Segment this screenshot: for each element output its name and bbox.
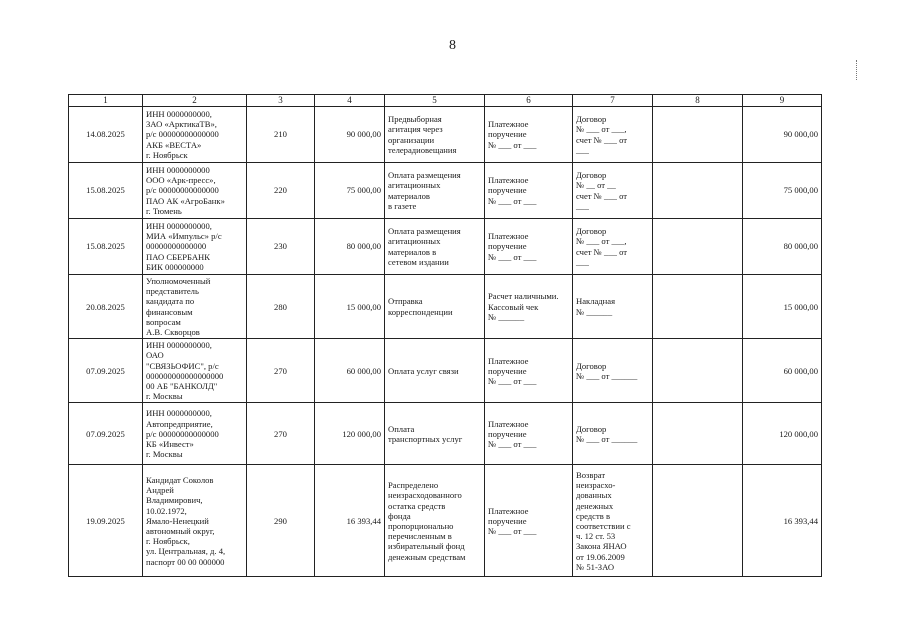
payee-line: ул. Центральная, д. 4, — [146, 546, 226, 557]
basis-document-cell — [573, 339, 653, 403]
payment-document-cell — [485, 219, 573, 275]
purpose-line: материалов — [388, 190, 430, 201]
total-cell: 15 000,00 — [743, 275, 822, 339]
purpose-line: в газете — [388, 200, 417, 211]
total-cell: 16 393,44 — [743, 465, 822, 577]
basis-document-line: Закона ЯНАО — [576, 541, 627, 552]
payment-document-line: поручение — [488, 129, 527, 140]
date-cell: 14.08.2025 — [69, 107, 143, 163]
amount-cell: 120 000,00 — [315, 403, 385, 465]
payee-cell — [143, 107, 247, 163]
payee-line: ИНН 0000000000, — [146, 340, 212, 351]
basis-document-line: денежных — [576, 500, 614, 511]
purpose-line: Оплата размещения — [388, 226, 461, 237]
purpose-line: избирательный фонд — [388, 541, 465, 552]
column8-cell — [653, 465, 743, 577]
column8-cell — [653, 339, 743, 403]
payee-line: г. Москвы — [146, 449, 183, 460]
payee-line: 000000000000000000 — [146, 370, 224, 381]
purpose-line: Оплата размещения — [388, 170, 461, 181]
payee-line: МИА «Импульс» р/с — [146, 231, 222, 242]
payee-line: г. Тюмень — [146, 205, 182, 216]
payment-document-line: поручение — [488, 428, 527, 439]
payment-document-line: Платежное — [488, 418, 529, 429]
column8-cell — [653, 219, 743, 275]
basis-document-line: Договор — [576, 423, 607, 434]
table-row — [69, 403, 822, 465]
basis-document-line: № ______ — [576, 306, 613, 317]
basis-document-line: № __ от __ — [576, 180, 616, 191]
date-cell: 15.08.2025 — [69, 163, 143, 219]
date-cell: 15.08.2025 — [69, 219, 143, 275]
payee-line: ИНН 0000000000 — [146, 164, 210, 175]
amount-cell: 75 000,00 — [315, 163, 385, 219]
code-cell: 230 — [247, 219, 315, 275]
payee-line: 00000000000000 — [146, 241, 207, 252]
basis-document-line: счет № ___ от — [576, 246, 628, 257]
payment-document-line: № ___ от ___ — [488, 195, 537, 206]
payee-line: р/с 00000000000000 — [146, 428, 219, 439]
basis-document-line: Договор — [576, 360, 607, 371]
basis-document-line: Накладная — [576, 296, 616, 307]
payee-line: КБ «Инвест» — [146, 439, 194, 450]
basis-document-line: неизрасхо- — [576, 480, 616, 491]
column-number: 7 — [573, 95, 653, 107]
purpose-line: агитационных — [388, 236, 441, 247]
payment-document-cell — [485, 275, 573, 339]
basis-document-line: ___ — [576, 256, 589, 267]
purpose-line: пропорционально — [388, 520, 454, 531]
payee-line: представитель — [146, 286, 199, 297]
payee-line: автономный округ, — [146, 526, 215, 537]
date-cell: 20.08.2025 — [69, 275, 143, 339]
payment-document-line: № ___ от ___ — [488, 526, 537, 537]
payee-line: ОАО — [146, 350, 164, 361]
payee-line: вопросам — [146, 316, 181, 327]
basis-document-line: № ___ от ___, — [576, 236, 627, 247]
payee-line: ИНН 0000000000, — [146, 408, 212, 419]
amount-cell: 90 000,00 — [315, 107, 385, 163]
payee-line: р/с 00000000000000 — [146, 129, 219, 140]
purpose-cell — [385, 403, 485, 465]
total-cell: 120 000,00 — [743, 403, 822, 465]
table-row — [69, 339, 822, 403]
basis-document-line: счет № ___ от — [576, 134, 628, 145]
basis-document-line: средств в — [576, 510, 611, 521]
payee-line: БИК 000000000 — [146, 261, 204, 272]
column8-cell — [653, 107, 743, 163]
table-row — [69, 107, 822, 163]
table-row — [69, 219, 822, 275]
payment-document-line: поручение — [488, 365, 527, 376]
basis-document-line: ___ — [576, 144, 589, 155]
purpose-line: перечисленным в — [388, 531, 452, 542]
payment-document-line: поручение — [488, 185, 527, 196]
column8-cell — [653, 163, 743, 219]
purpose-line: организации — [388, 134, 435, 145]
code-cell: 270 — [247, 403, 315, 465]
payment-document-cell — [485, 163, 573, 219]
table-row — [69, 465, 822, 577]
payee-cell — [143, 163, 247, 219]
purpose-line: Оплата — [388, 423, 415, 434]
basis-document-line: № ___ от ______ — [576, 370, 638, 381]
purpose-line: корреспонденции — [388, 306, 453, 317]
payee-cell — [143, 219, 247, 275]
page-number: 8 — [449, 38, 456, 53]
column-number: 3 — [247, 95, 315, 107]
basis-document-line: ч. 12 ст. 53 — [576, 531, 616, 542]
purpose-line: неизрасходованного — [388, 490, 462, 501]
payment-document-line: № ______ — [488, 311, 525, 322]
purpose-line: агитация через — [388, 124, 443, 135]
payment-document-line: Платежное — [488, 355, 529, 366]
amount-cell: 60 000,00 — [315, 339, 385, 403]
payment-document-line: Платежное — [488, 505, 529, 516]
payee-line: ЗАО «АрктикаТВ», — [146, 119, 217, 130]
amount-cell: 80 000,00 — [315, 219, 385, 275]
payee-cell — [143, 403, 247, 465]
basis-document-line: Договор — [576, 226, 607, 237]
basis-document-line: ___ — [576, 200, 589, 211]
payment-document-line: Платежное — [488, 119, 529, 130]
purpose-line: телерадиовещания — [388, 144, 457, 155]
payment-document-cell — [485, 339, 573, 403]
column-number: 5 — [385, 95, 485, 107]
payee-line: г. Ноябрьск, — [146, 536, 190, 547]
margin-mark — [856, 60, 859, 80]
expense-table — [68, 94, 822, 577]
basis-document-line: Договор — [576, 170, 607, 181]
payment-document-line: поручение — [488, 515, 527, 526]
basis-document-cell — [573, 403, 653, 465]
purpose-line: транспортных услуг — [388, 433, 463, 444]
payee-line: г. Ноябрьск — [146, 149, 188, 160]
payment-document-cell — [485, 465, 573, 577]
basis-document-line: Договор — [576, 114, 607, 125]
purpose-cell — [385, 163, 485, 219]
date-cell: 19.09.2025 — [69, 465, 143, 577]
payee-line: ИНН 0000000000, — [146, 220, 212, 231]
payee-line: финансовым — [146, 306, 193, 317]
payee-line: Ямало-Ненецкий — [146, 515, 209, 526]
basis-document-line: дованных — [576, 490, 612, 501]
payment-document-line: № ___ от ___ — [488, 439, 537, 450]
basis-document-line: Возврат — [576, 469, 606, 480]
payee-line: р/с 00000000000000 — [146, 185, 219, 196]
amount-cell: 15 000,00 — [315, 275, 385, 339]
basis-document-cell — [573, 107, 653, 163]
purpose-line: остатка средств — [388, 500, 446, 511]
payee-cell — [143, 339, 247, 403]
date-cell: 07.09.2025 — [69, 403, 143, 465]
code-cell: 220 — [247, 163, 315, 219]
basis-document-cell — [573, 219, 653, 275]
column-number: 8 — [653, 95, 743, 107]
payment-document-line: Расчет наличными. — [488, 291, 559, 302]
payee-line: Автопредприятие, — [146, 418, 213, 429]
table-row — [69, 275, 822, 339]
payee-line: Андрей — [146, 485, 174, 496]
payment-document-cell — [485, 107, 573, 163]
purpose-cell — [385, 107, 485, 163]
payment-document-line: Платежное — [488, 175, 529, 186]
purpose-cell — [385, 275, 485, 339]
payee-line: 00 АБ "БАНКОЛД" — [146, 381, 218, 392]
amount-cell: 16 393,44 — [315, 465, 385, 577]
payee-line: г. Москвы — [146, 391, 183, 402]
basis-document-cell — [573, 465, 653, 577]
total-cell: 60 000,00 — [743, 339, 822, 403]
payee-line: Владимирович, — [146, 495, 203, 506]
basis-document-cell — [573, 275, 653, 339]
basis-document-line: счет № ___ от — [576, 190, 628, 201]
purpose-line: Отправка — [388, 296, 423, 307]
payee-line: А.В. Скворцов — [146, 327, 200, 338]
payment-document-line: № ___ от ___ — [488, 251, 537, 262]
column-number: 2 — [143, 95, 247, 107]
purpose-cell — [385, 219, 485, 275]
code-cell: 290 — [247, 465, 315, 577]
purpose-line: Предвыборная — [388, 114, 442, 125]
purpose-line: материалов в — [388, 246, 437, 257]
payee-line: ООО «Арк-пресс», — [146, 175, 216, 186]
basis-document-line: № ___ от ______ — [576, 433, 638, 444]
payee-cell — [143, 465, 247, 577]
payee-line: ПАО АК «АгроБанк» — [146, 195, 225, 206]
column-number: 1 — [69, 95, 143, 107]
payment-document-line: № ___ от ___ — [488, 139, 537, 150]
column-number-row — [69, 95, 822, 107]
purpose-line: денежным средствам — [388, 551, 466, 562]
column-number: 6 — [485, 95, 573, 107]
total-cell: 80 000,00 — [743, 219, 822, 275]
column-number: 4 — [315, 95, 385, 107]
purpose-line: сетевом издании — [388, 256, 449, 267]
purpose-cell — [385, 339, 485, 403]
payee-line: Уполномоченный — [146, 276, 211, 286]
payment-document-line: Платежное — [488, 231, 529, 242]
basis-document-line: от 19.06.2009 — [576, 551, 625, 562]
purpose-line: Оплата услуг связи — [388, 365, 459, 376]
table-row — [69, 163, 822, 219]
total-cell: 75 000,00 — [743, 163, 822, 219]
payment-document-line: Кассовый чек — [488, 301, 539, 312]
payee-line: "СВЯЗЬОФИС", р/с — [146, 360, 219, 371]
code-cell: 270 — [247, 339, 315, 403]
basis-document-line: № ___ от ___, — [576, 124, 627, 135]
code-cell: 280 — [247, 275, 315, 339]
payment-document-cell — [485, 403, 573, 465]
payee-line: АКБ «ВЕСТА» — [146, 139, 202, 150]
payment-document-line: № ___ от ___ — [488, 375, 537, 386]
code-cell: 210 — [247, 107, 315, 163]
basis-document-cell — [573, 163, 653, 219]
basis-document-line: соответствии с — [576, 520, 631, 531]
payee-line: Кандидат Соколов — [146, 475, 214, 486]
purpose-line: фонда — [388, 510, 411, 521]
payee-line: ИНН 0000000000, — [146, 108, 212, 119]
column8-cell — [653, 275, 743, 339]
payee-line: 10.02.1972, — [146, 505, 187, 516]
column8-cell — [653, 403, 743, 465]
payee-line: кандидата по — [146, 296, 195, 307]
basis-document-line: № 51-ЗАО — [576, 561, 615, 572]
date-cell: 07.09.2025 — [69, 339, 143, 403]
purpose-line: агитационных — [388, 180, 441, 191]
purpose-line: Распределено — [388, 480, 439, 491]
payee-line: ПАО СБЕРБАНК — [146, 251, 210, 262]
payment-document-line: поручение — [488, 241, 527, 252]
payee-line: паспорт 00 00 000000 — [146, 556, 225, 567]
purpose-cell — [385, 465, 485, 577]
column-number: 9 — [743, 95, 822, 107]
payee-cell — [143, 275, 247, 339]
total-cell: 90 000,00 — [743, 107, 822, 163]
